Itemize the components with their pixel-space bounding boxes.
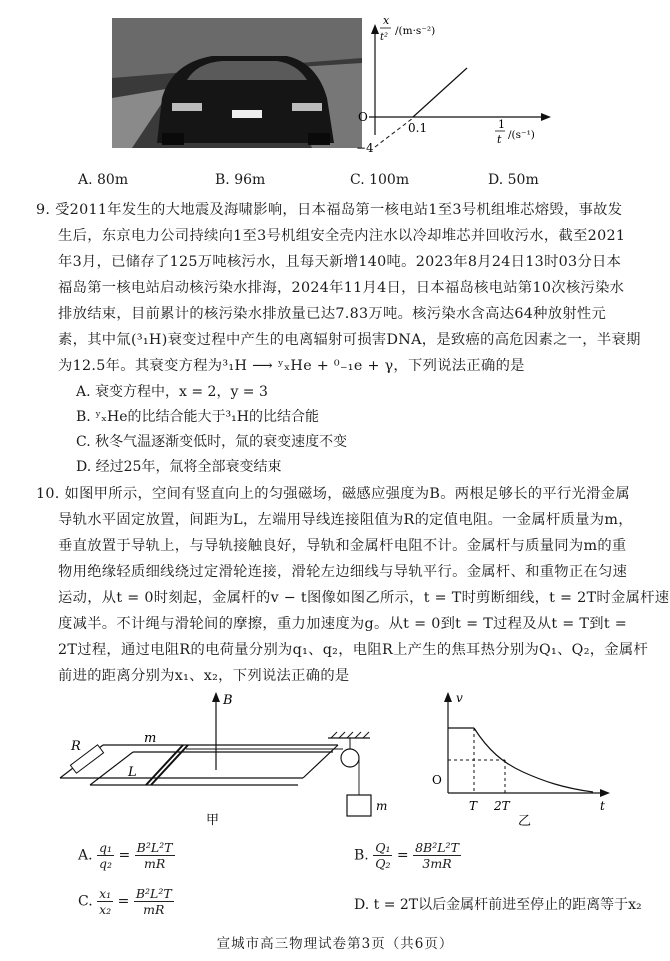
graph-x-tick: 0.1: [408, 121, 428, 135]
q8-option-b: B. 96m: [215, 172, 266, 188]
q9-option-b: B. ʸₓHe的比结合能大于³₁H的比结合能: [76, 409, 319, 425]
graph-x-num: 1: [498, 118, 505, 131]
q9-line-4: 福岛第一核电站启动核污染水排海，2024年11月4日，日本福岛核电站第10次核污染水: [58, 280, 625, 296]
q9-line-5: 排放结束，目前累计的核污染水排放量已达7.83万吨。核污染水含高达64种放射性元: [58, 306, 607, 322]
graph-y-den: t²: [380, 32, 389, 43]
q10-line-3: 垂直放置于导轨上，与导轨接触良好，导轨和金属杆电阻不计。金属杆与质量同为m的重: [58, 538, 627, 554]
car-photo: [112, 18, 362, 148]
graph-y-unit: /(m·s⁻²): [395, 25, 436, 37]
q9-option-c: C. 秋冬气温逐渐变低时，氚的衰变速度不变: [76, 434, 348, 450]
q10-line-4: 物用绝缘轻质细线绕过定滑轮连接，滑轮左边细线与导轨平行。金属杆、和重物正在匀速: [58, 564, 628, 580]
yi-tick-2t: 2T: [494, 799, 510, 813]
q10-line-6: 度减半。不计绳与滑轮间的摩擦，重力加速度为g。从t = 0到t = T过程及从t = T到t =: [58, 616, 628, 632]
graph-origin: O: [358, 110, 368, 124]
q9-line-1: 9. 受2011年发生的大地震及海啸影响，日本福岛第一核电站1至3号机组堆芯熔毁，事故发: [36, 202, 623, 218]
q10-line-5: 运动，从t = 0时刻起，金属杆的v − t图像如图乙所示，t = T时剪断细线，t = 2T时金属杆速: [58, 590, 670, 606]
q9-line-6: 素，其中氚(³₁H)衰变过程中产生的电离辐射可损害DNA，是致癌的高危因素之一，半衰期: [58, 332, 641, 348]
graph-y-tick: −4: [356, 141, 374, 155]
q8-option-c: C. 100m: [350, 172, 410, 188]
q10-line-1: 10. 如图甲所示，空间有竖直向上的匀强磁场，磁感应强度为B。两根足够长的平行光滑金属: [36, 486, 630, 502]
q10-option-b: B. $\frac{\text{Q₁}}{\text{Q₂}}$ = $\frac{\text{8B²L²T}}{3mR}$: [354, 840, 459, 871]
label-r: R: [71, 739, 81, 754]
q9-option-a: A. 衰变方程中，x = 2，y = 3: [76, 384, 268, 400]
caption-yi: 乙: [518, 814, 532, 828]
graph-y-num: x: [383, 14, 390, 27]
label-b: B: [223, 693, 233, 708]
figure-yi: [418, 688, 618, 828]
q10-line-8: 前进的距离分别为x₁、x₂，下列说法正确的是: [58, 668, 350, 684]
graph-x-den: t: [497, 133, 502, 146]
yi-origin: O: [432, 773, 442, 787]
q8-option-a: A. 80m: [78, 172, 129, 188]
yi-label-v: v: [456, 691, 463, 705]
label-weight-m: m: [376, 799, 388, 813]
figure-jia: [58, 690, 403, 830]
q10-line-7: 2T过程，通过电阻R的电荷量分别为q₁、q₂，电阻R上产生的焦耳热分别为Q₁、Q₂，金属杆: [58, 642, 649, 658]
label-l: L: [128, 765, 137, 780]
q9-line-7: 为12.5年。其衰变方程为³₁H ⟶ ʸₓHe + ⁰₋₁e + γ，下列说法正确的是: [58, 358, 525, 374]
q10-option-d: D. t = 2T以后金属杆前进至停止的距离等于x₂: [354, 897, 642, 913]
caption-jia: 甲: [206, 813, 220, 828]
q9-line-3: 年3月，已储存了125万吨核污水，且每天新增140吨。2023年8月24日13时03分日本: [58, 254, 622, 270]
q10-line-2: 导轨水平固定放置，间距为L，左端用导线连接阻值为R的定值电阻。一金属杆质量为m，: [58, 512, 633, 528]
yi-label-t: t: [600, 799, 605, 813]
label-m: m: [144, 731, 157, 746]
q8-graph: [355, 10, 570, 170]
q8-option-d: D. 50m: [488, 172, 539, 188]
q9-line-2: 生后，东京电力公司持续向1至3号机组安全壳内注水以冷却堆芯并回收污水，截至2021: [58, 228, 626, 244]
yi-tick-t: T: [469, 799, 478, 813]
q9-option-d: D. 经过25年，氚将全部衰变结束: [76, 459, 282, 475]
q10-option-a: A. $\frac{\text{q₁}}{\text{q₂}}$ = $\frac{\text{B²L²T}}{mR}$: [78, 840, 173, 871]
page-footer: 宣城市高三物理试卷第3页（共6页）: [216, 936, 454, 952]
graph-x-unit: /(s⁻¹): [508, 129, 535, 141]
q10-option-c: C. $\frac{\text{x₁}}{\text{x₂}}$ = $\frac{\text{B²L²T}}{mR}$: [78, 886, 172, 917]
